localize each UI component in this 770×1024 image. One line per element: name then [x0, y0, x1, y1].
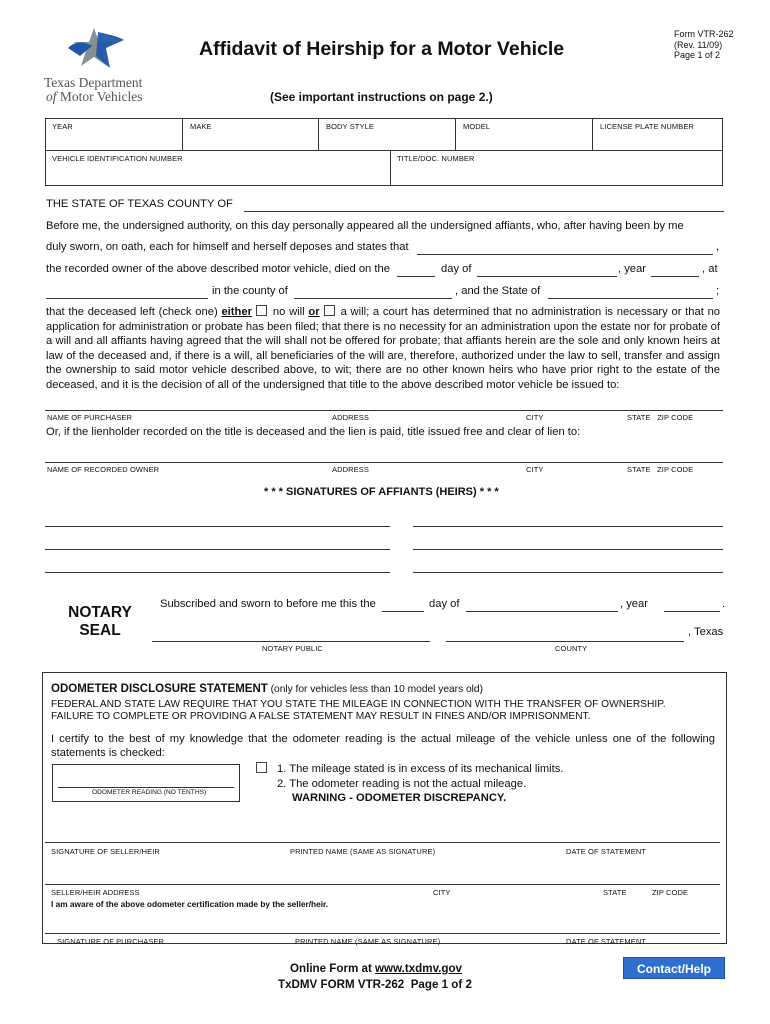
death-month-input[interactable]: [477, 276, 617, 277]
heirship-paragraph: [46, 305, 720, 393]
or-label: or: [308, 306, 320, 318]
death-day-input[interactable]: [397, 276, 435, 277]
notary-seal-line2: SEAL: [79, 622, 121, 639]
model-field[interactable]: MODEL: [463, 122, 491, 131]
txdmv-link[interactable]: www.txdmv.gov: [375, 962, 462, 975]
purchaser-printed-name-label: PRINTED NAME (SAME AS SIGNATURE): [295, 937, 441, 946]
subscribed-label: Subscribed and sworn to before me this the: [160, 598, 376, 610]
txdmv-logo: [40, 26, 155, 106]
seller-signature-label: SIGNATURE OF SELLER/HEIR: [51, 847, 160, 856]
certify-text: I certify to the best of my knowledge that the odometer reading is the actual mileage of the vehicle unless one of the following statements is checked:: [51, 733, 715, 759]
notary-county-input[interactable]: [446, 641, 684, 642]
a-will-text: a will; a court has determined that no administration is necessary or that no application for administration or probate has been filed; that there is no necessity for an administration upon the estate nor for probate of a will and all affiants having agreed that the will shall not be offered for probate; that affiants herein are the sole and only known heirs at law of the deceased and, if there is a will, all beneficiaries of the will are, therefore, authorized under the law to sell, transfer and assign the ownership to said motor vehicle described above, to wit; there are no other known heirs who have prior right to the estate of the deceased, and it is the decision of all of the undersigned that title to the above described motor vehicle be issued to:: [46, 306, 721, 391]
odometer-reading-box[interactable]: [52, 764, 240, 802]
form-number: [674, 29, 734, 61]
form-title: Affidavit of Heirship for a Motor Vehicle: [199, 38, 565, 60]
affiant-signature-2[interactable]: [413, 526, 723, 527]
seller-address-label: SELLER/HEIR ADDRESS: [51, 888, 140, 897]
texas-label: , Texas: [688, 626, 724, 638]
odometer-law-text: [51, 699, 666, 724]
in-county-label: in the county of: [212, 285, 288, 297]
purchaser-city-label: CITY: [526, 413, 544, 422]
odometer-heading-note: (only for vehicles less than 10 model years old): [267, 684, 483, 695]
at-label: , at: [702, 263, 718, 275]
deceased-name-input[interactable]: [417, 254, 713, 255]
aware-text: I am aware of the above odometer certification made by the seller/heir.: [51, 899, 329, 909]
seller-state-label: STATE: [603, 888, 627, 897]
mileage-exceeds-checkbox[interactable]: [256, 762, 267, 773]
purchaser-signature-label: SIGNATURE OF PURCHASER: [57, 937, 165, 946]
state-of-label: , and the State of: [455, 285, 541, 297]
title-number-field[interactable]: TITLE/DOC. NUMBER: [397, 154, 475, 163]
day-of-label: day of: [441, 263, 472, 275]
death-place-input[interactable]: [46, 298, 208, 299]
online-form-text: Online Form at: [290, 962, 376, 975]
recorded-owner-text: the recorded owner of the above described motor vehicle, died on the: [46, 263, 390, 275]
odometer-options: [254, 762, 563, 806]
odometer-heading: [51, 679, 483, 697]
semicolon: ;: [716, 285, 720, 297]
law-line-2: FAILURE TO COMPLETE OR PROVIDING A FALSE STATEMENT MAY RESULT IN FINES AND/OR IMPRISONMENT.: [51, 711, 591, 723]
notary-period: .: [722, 598, 726, 610]
logo-of: of: [46, 89, 57, 104]
notary-seal-line1: NOTARY: [68, 604, 132, 621]
seller-city-label: CITY: [433, 888, 451, 897]
notary-day-of-label: day of: [429, 598, 460, 610]
affiant-signature-6[interactable]: [413, 572, 723, 573]
notary-seal: [62, 604, 138, 640]
owner-state-zip-label: STATE ZIP CODE: [627, 465, 694, 474]
duly-sworn-text: duly sworn, on oath, each for himself and herself deposes and states that: [46, 241, 409, 253]
form-footer-label: TxDMV FORM VTR-262 Page 1 of 2: [278, 978, 472, 991]
purchaser-state-zip-label: STATE ZIP CODE: [627, 413, 694, 422]
death-year-input[interactable]: [651, 276, 699, 277]
seller-printed-name-label: PRINTED NAME (SAME AS SIGNATURE): [290, 847, 436, 856]
a-will-checkbox[interactable]: [324, 305, 335, 316]
lienholder-text: Or, if the lienholder recorded on the title is deceased and the lien is paid, title issued free and clear of lien to:: [46, 426, 581, 438]
owner-city-label: CITY: [526, 465, 544, 474]
body-style-field[interactable]: BODY STYLE: [326, 122, 374, 131]
owner-name-label: NAME OF RECORDED OWNER: [47, 465, 160, 474]
logo-text-line2: [46, 89, 143, 105]
law-line-1: FEDERAL AND STATE LAW REQUIRE THAT YOU STATE THE MILEAGE IN CONNECTION WITH THE TRANSFER OF OWNERSHIP.: [51, 699, 666, 710]
no-will-label: no will: [272, 306, 305, 318]
license-plate-field[interactable]: LICENSE PLATE NUMBER: [600, 122, 694, 131]
logo-motor-vehicles: Motor Vehicles: [56, 89, 143, 104]
comma-1: ,: [716, 241, 720, 253]
affiant-signature-3[interactable]: [45, 549, 390, 550]
deceased-left-text: that the deceased left (check one): [46, 306, 218, 318]
option-2-text: 2. The odometer reading is not the actual mileage.: [277, 777, 527, 790]
odometer-reading-label: ODOMETER READING (NO TENTHS): [92, 789, 207, 796]
warning-text: WARNING - ODOMETER DISCREPANCY.: [292, 792, 507, 804]
vin-field[interactable]: VEHICLE IDENTIFICATION NUMBER: [52, 154, 183, 163]
logo-text-line1: Texas Department: [44, 75, 143, 90]
option-2-row: [254, 777, 563, 792]
form-page: Page 1 of 2: [674, 50, 721, 60]
year-label: , year: [618, 263, 646, 275]
notary-public-input[interactable]: [152, 641, 430, 642]
notary-year-input[interactable]: [664, 611, 720, 612]
affiant-signature-5[interactable]: [45, 572, 390, 573]
notary-day-input[interactable]: [382, 611, 424, 612]
instructions-note: (See important instructions on page 2.): [270, 90, 493, 104]
either-label: either: [221, 306, 252, 318]
option-1-text: 1. The mileage stated is in excess of its mechanical limits.: [277, 763, 564, 775]
no-will-checkbox[interactable]: [256, 305, 267, 316]
state-county-label: THE STATE OF TEXAS COUNTY OF: [46, 198, 233, 210]
purchaser-address-label: ADDRESS: [332, 413, 369, 422]
contact-help-button[interactable]: Contact/Help: [623, 957, 725, 979]
make-field[interactable]: MAKE: [190, 122, 212, 131]
star-logo-icon: [66, 26, 126, 70]
seller-date-label: DATE OF STATEMENT: [566, 847, 647, 856]
owner-address-label: ADDRESS: [332, 465, 369, 474]
affiant-signature-1[interactable]: [45, 526, 390, 527]
seller-address-line[interactable]: [45, 884, 720, 885]
county-input[interactable]: [244, 211, 724, 212]
signatures-heading: * * * SIGNATURES OF AFFIANTS (HEIRS) * * *: [264, 486, 499, 498]
death-state-input[interactable]: [548, 298, 713, 299]
warning-row: [254, 791, 563, 806]
form-rev: (Rev. 11/09): [674, 39, 723, 50]
year-field[interactable]: YEAR: [52, 122, 73, 131]
affiant-signature-4[interactable]: [413, 549, 723, 550]
purchaser-name-label: NAME OF PURCHASER: [47, 413, 133, 422]
form-no: Form VTR-262: [674, 29, 734, 39]
option-1-row: [254, 762, 563, 777]
owner-line[interactable]: [45, 462, 723, 463]
death-county-input[interactable]: [294, 298, 452, 299]
notary-month-input[interactable]: [466, 611, 618, 612]
before-me-text: Before me, the undersigned authority, on this day personally appeared all the undersigned affiants, who, after having been by me: [46, 220, 684, 232]
odometer-heading-text: ODOMETER DISCLOSURE STATEMENT: [51, 683, 268, 695]
online-form-line: [290, 962, 462, 975]
notary-public-label: NOTARY PUBLIC: [262, 644, 323, 653]
notary-year-label: , year: [620, 598, 648, 610]
seller-signature-line[interactable]: [45, 842, 720, 843]
purchaser-line[interactable]: [45, 410, 723, 411]
purchaser-signature-line[interactable]: [45, 933, 720, 934]
purchaser-date-label: DATE OF STATEMENT: [566, 937, 647, 946]
notary-county-label: COUNTY: [555, 644, 588, 653]
seller-zip-label: ZIP CODE: [652, 888, 689, 897]
